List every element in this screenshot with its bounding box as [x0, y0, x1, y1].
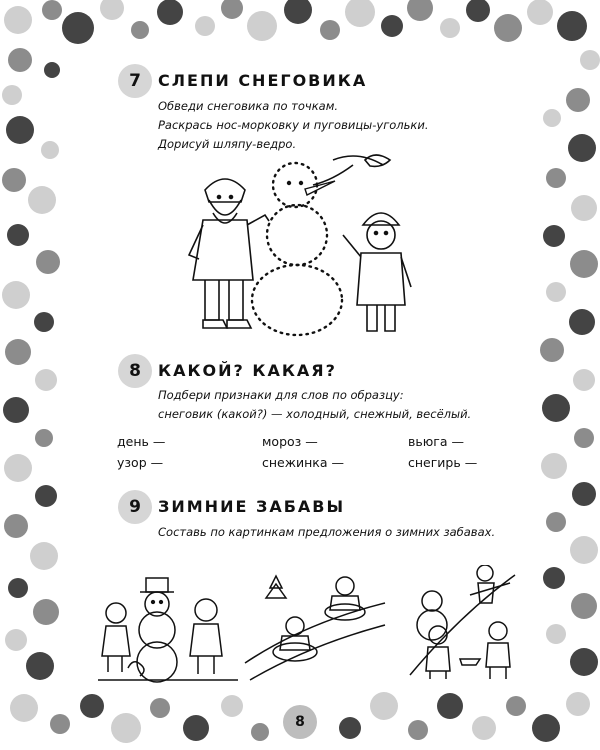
decorative-dot [4, 6, 32, 34]
decorative-dot [157, 0, 183, 25]
winter-games-illustration [400, 565, 520, 685]
decorative-dot [345, 0, 375, 27]
decorative-dot [5, 339, 31, 365]
decorative-dot [580, 50, 600, 70]
decorative-dot [131, 21, 149, 39]
decorative-dot [284, 0, 312, 24]
decorative-dot [572, 482, 596, 506]
section-8-instructions [158, 386, 471, 424]
instruction-line: Составь по картинкам предложения о зимних забавах. [158, 525, 496, 539]
decorative-dot [546, 282, 566, 302]
snowman-dotted-illustration [185, 145, 435, 345]
decorative-dot [28, 186, 56, 214]
decorative-dot [4, 454, 32, 482]
decorative-dot [408, 720, 428, 740]
decorative-dot [440, 18, 460, 38]
word-prompt: мороз — [262, 434, 318, 449]
section-8-title: КАКОЙ? КАКАЯ? [158, 361, 337, 380]
decorative-dot [30, 542, 58, 570]
decorative-dot [571, 593, 597, 619]
decorative-dot [62, 12, 94, 44]
decorative-dot [532, 714, 560, 742]
decorative-dot [540, 338, 564, 362]
decorative-dot [2, 168, 26, 192]
decorative-dot [541, 453, 567, 479]
section-9-title: ЗИМНИЕ ЗАБАВЫ [158, 497, 346, 516]
decorative-dot [100, 0, 124, 20]
decorative-dot [111, 713, 141, 743]
instruction-line: Обведи снеговика по точкам. [158, 99, 339, 113]
sledding-kids-illustration [240, 568, 390, 688]
decorative-dot [494, 14, 522, 42]
decorative-dot [80, 694, 104, 718]
decorative-dot [543, 109, 561, 127]
decorative-dot [150, 698, 170, 718]
decorative-dot [573, 369, 595, 391]
decorative-dot [33, 599, 59, 625]
decorative-dot [221, 695, 243, 717]
decorative-dot [527, 0, 553, 25]
decorative-dot [568, 134, 596, 162]
decorative-dot [437, 693, 463, 719]
word-prompt: снегирь — [408, 455, 478, 470]
decorative-dot [566, 692, 590, 716]
decorative-dot [35, 485, 57, 507]
instruction-line: Подбери признаки для слов по образцу: [158, 388, 404, 402]
decorative-dot [546, 512, 566, 532]
decorative-dot [570, 536, 598, 564]
decorative-dot [571, 195, 597, 221]
decorative-dot [8, 48, 32, 72]
decorative-dot [35, 429, 53, 447]
instruction-line: Раскрась нос-морковку и пуговицы-угольки. [158, 118, 429, 132]
decorative-dot [546, 168, 566, 188]
decorative-dot [3, 397, 29, 423]
decorative-dot [381, 15, 403, 37]
decorative-dot [26, 652, 54, 680]
decorative-dot [195, 16, 215, 36]
decorative-dot [5, 629, 27, 651]
page-number: 8 [283, 705, 317, 739]
decorative-dot [183, 715, 209, 741]
decorative-dot [4, 514, 28, 538]
decorative-dot [466, 0, 490, 22]
decorative-dot [42, 0, 62, 20]
section-7-instructions [158, 97, 429, 154]
decorative-dot [247, 11, 277, 41]
word-prompt: снежинка — [262, 455, 344, 470]
instruction-line: Дорисуй шляпу-ведро. [158, 137, 297, 151]
decorative-dot [546, 624, 566, 644]
decorative-dot [251, 723, 269, 741]
decorative-dot [543, 225, 565, 247]
section-7-number: 7 [118, 64, 152, 98]
decorative-dot [407, 0, 433, 21]
decorative-dot [569, 309, 595, 335]
decorative-dot [221, 0, 243, 19]
decorative-dot [10, 694, 38, 722]
decorative-dot [50, 714, 70, 734]
decorative-dot [2, 281, 30, 309]
word-prompt: день — [117, 434, 166, 449]
instruction-line: снеговик (какой?) — холодный, снежный, весёлый. [158, 407, 472, 421]
decorative-dot [339, 717, 361, 739]
decorative-dot [41, 141, 59, 159]
decorative-dot [44, 62, 60, 78]
decorative-dot [570, 250, 598, 278]
decorative-dot [472, 716, 496, 740]
section-8-number: 8 [118, 354, 152, 388]
decorative-dot [36, 250, 60, 274]
decorative-dot [566, 88, 590, 112]
decorative-dot [370, 692, 398, 720]
decorative-dot [506, 696, 526, 716]
section-9-instructions [158, 523, 495, 542]
decorative-dot [6, 116, 34, 144]
decorative-dot [34, 312, 54, 332]
decorative-dot [2, 85, 22, 105]
decorative-dot [570, 648, 598, 676]
decorative-dot [7, 224, 29, 246]
section-7-title: СЛЕПИ СНЕГОВИКА [158, 71, 368, 90]
decorative-dot [542, 394, 570, 422]
word-prompt: узор — [117, 455, 164, 470]
decorative-dot [35, 369, 57, 391]
decorative-dot [557, 11, 587, 41]
decorative-dot [8, 578, 28, 598]
kids-build-snowman-illustration [98, 568, 238, 683]
decorative-dot [320, 20, 340, 40]
decorative-dot [543, 567, 565, 589]
word-prompt: вьюга — [408, 434, 464, 449]
section-9-number: 9 [118, 490, 152, 524]
decorative-dot [574, 428, 594, 448]
